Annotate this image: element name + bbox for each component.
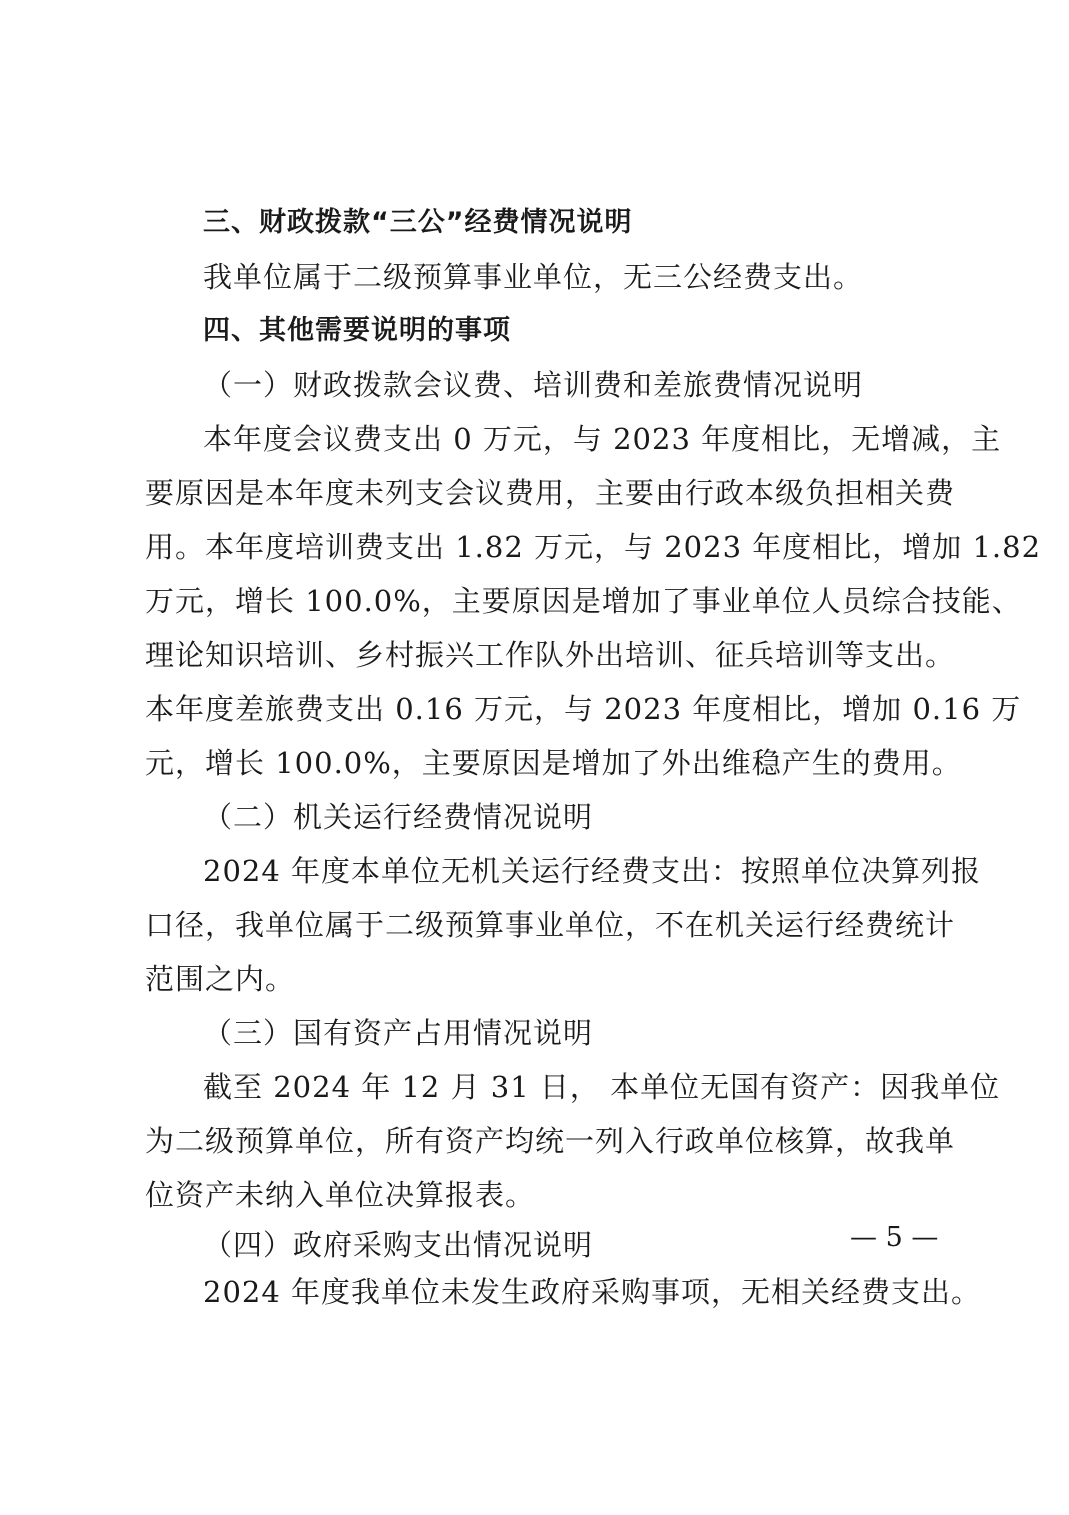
subsection-4-body: 2024 年度我单位未发生政府采购事项，无相关经费支出。	[203, 1275, 982, 1309]
subsection-2-line: 范围之内。	[145, 962, 296, 996]
subsection-1-line: 本年度会议费支出 0 万元，与 2023 年度相比，无增减，主	[203, 422, 1002, 456]
subsection-1-heading: （一）财政拨款会议费、培训费和差旅费情况说明	[203, 368, 864, 402]
subsection-2-line: 口径，我单位属于二级预算事业单位，不在机关运行经费统计	[145, 908, 956, 942]
document-page	[145, 196, 1042, 1316]
subsection-1-line: 理论知识培训、乡村振兴工作队外出培训、征兵培训等支出。	[145, 638, 956, 672]
subsection-3-line: 截至 2024 年 12 月 31 日， 本单位无国有资产：因我单位	[203, 1070, 1001, 1104]
subsection-1-line: 元，增长 100.0%，主要原因是增加了外出维稳产生的费用。	[145, 746, 962, 780]
subsection-3-line: 位资产未纳入单位决算报表。	[145, 1178, 536, 1212]
section-4-heading: 四、其他需要说明的事项	[203, 315, 511, 346]
subsection-4-heading: （四）政府采购支出情况说明	[203, 1228, 594, 1262]
subsection-3-line: 为二级预算单位，所有资产均统一列入行政单位核算，故我单	[145, 1124, 956, 1158]
subsection-1-line: 用。本年度培训费支出 1.82 万元，与 2023 年度相比，增加 1.82	[145, 530, 1042, 564]
section-3-heading: 三、财政拨款“三公”经费情况说明	[203, 207, 633, 238]
subsection-2-line: 2024 年度本单位无机关运行经费支出：按照单位决算列报	[203, 854, 982, 888]
subsection-3-heading: （三）国有资产占用情况说明	[203, 1016, 594, 1050]
subsection-1-line: 本年度差旅费支出 0.16 万元，与 2023 年度相比，增加 0.16 万	[145, 692, 1022, 726]
section-3-body: 我单位属于二级预算事业单位，无三公经费支出。	[203, 260, 864, 294]
page-number: — 5 —	[850, 1222, 939, 1253]
subsection-1-line: 万元，增长 100.0%，主要原因是增加了事业单位人员综合技能、	[145, 584, 1022, 618]
subsection-1-line: 要原因是本年度未列支会议费用，主要由行政本级负担相关费	[145, 476, 956, 510]
subsection-2-heading: （二）机关运行经费情况说明	[203, 800, 594, 834]
